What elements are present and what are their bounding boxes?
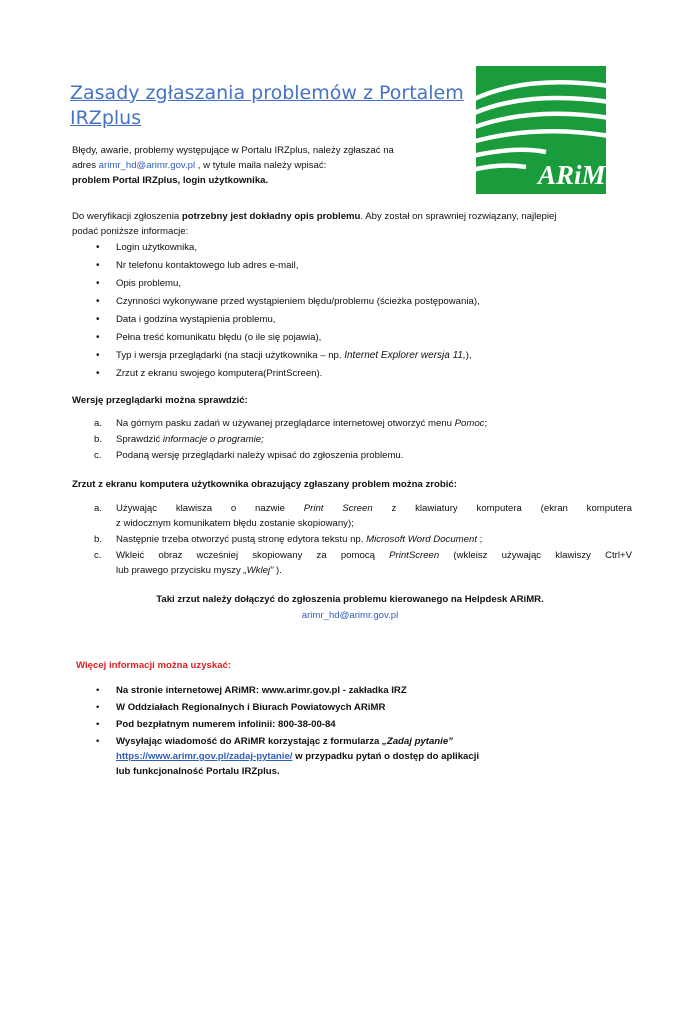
list-item: • Wysyłając wiadomość do ARiMR korzystając z formularza „Zadaj pytanie” https://www.arimr.gov.pl/zadaj-pytanie/ w przypadku pytań o dostęp do aplikacji lub funkcjonalność Portalu IRZplus.	[72, 734, 632, 779]
verification-line-2: podać poniższe informacje:	[72, 226, 189, 237]
title-line-1: Zasady zgłaszania problemów z Portalem	[70, 81, 464, 104]
info-item-text: Pełna treść komunikatu błędu (o ile się pojawia),	[116, 332, 322, 343]
step-text: Sprawdzić	[116, 434, 163, 445]
required-info-list	[72, 240, 632, 384]
list-item: b. Następnie trzeba otworzyć pustą stronę edytora tekstu np. Microsoft Word Document ;	[94, 534, 483, 545]
more-info-italic: „Zadaj pytanie”	[382, 736, 453, 747]
list-item: • Czynności wykonywane przed wystąpieniem błędu/problemu (ścieżka postępowania),	[96, 296, 480, 307]
info-item-text: Login użytkownika,	[116, 242, 198, 253]
more-info-heading: Więcej informacji można uzyskać:	[76, 660, 232, 671]
list-item: a. Używając klawisza o nazwie Print Screen z klawiatury komputera (ekran komputera z widocznym komunikatem błędu zostanie skopiowany);	[94, 503, 632, 529]
list-item: • Opis problemu,	[96, 278, 182, 289]
list-item: a. Na górnym pasku zadań w używanej przeglądarce internetowej otworzyć menu Pomoc;	[94, 418, 488, 429]
screenshot-heading: Zrzut z ekranu komputera użytkownika obrazujący zgłaszany problem można zrobić:	[72, 479, 457, 490]
helpdesk-email-link-2[interactable]: arimr_hd@arimr.gov.pl	[301, 610, 399, 621]
info-item-text: Typ i wersja przeglądarki (na stacji użytkownika – np.	[116, 350, 345, 361]
step-text: Wkleić obraz wcześniej skopiowany za pomocą	[116, 550, 390, 561]
list-item: • Na stronie internetowej ARiMR: www.arimr.gov.pl - zakładka IRZ	[96, 685, 407, 696]
list-item: • Zrzut z ekranu swojego komputera(PrintScreen).	[96, 368, 323, 379]
list-item: c. Wkleić obraz wcześniej skopiowany za pomocą PrintScreen (wkleisz używając klawiszy Ctrl+V lub prawego przycisku myszy „Wklej” ).	[94, 550, 632, 576]
title-line-2: IRZplus	[70, 106, 142, 129]
arimr-logo	[476, 66, 624, 194]
info-item-text: Nr telefonu kontaktowego lub adres e-mail,	[116, 260, 299, 271]
step-italic: Microsoft Word Document	[366, 534, 477, 545]
intro-line-2-end: , w tytule maila należy wpisać:	[195, 160, 327, 171]
step-tail: ).	[273, 565, 282, 576]
page-title	[70, 81, 470, 131]
more-info-item: Pod bezpłatnym numerem infolinii: 800-38-00-84	[116, 719, 336, 730]
info-item-text: Data i godzina wystąpienia problemu,	[116, 314, 276, 325]
more-info-item-line-3: lub funkcjonalność Portalu IRZplus.	[116, 766, 280, 777]
more-info-list	[72, 683, 632, 781]
zadaj-pytanie-link[interactable]: https://www.arimr.gov.pl/zadaj-pytanie/	[116, 751, 293, 762]
intro-paragraph	[72, 143, 472, 188]
list-item: c. Podaną wersję przeglądarki należy wpisać do zgłoszenia problemu.	[94, 450, 404, 461]
list-item: • Typ i wersja przeglądarki (na stacji użytkownika – np. Internet Explorer wersja 11,),	[96, 350, 472, 361]
helpdesk-email-link[interactable]: arimr_hd@arimr.gov.pl	[98, 160, 196, 171]
logo-text: ARiMR	[538, 160, 624, 190]
step-text: Podaną wersję przeglądarki należy wpisać do zgłoszenia problemu.	[116, 450, 404, 461]
step-italic: PrintScreen	[389, 550, 440, 561]
intro-line-1: Błędy, awarie, problemy występujące w Portalu IRZplus, należy zgłaszać na	[72, 145, 394, 156]
step-italic: Pomoc	[454, 418, 485, 429]
list-item: • Login użytkownika,	[96, 242, 198, 253]
more-info-item: Wysyłając wiadomość do ARiMR korzystając z formularza	[116, 736, 383, 747]
info-item-text: Czynności wykonywane przed wystąpieniem błędu/problemu (ścieżka postępowania),	[116, 296, 480, 307]
list-item: b. Sprawdzić informacje o programie;	[94, 434, 264, 445]
verification-text-a: Do weryfikacji zgłoszenia	[72, 211, 182, 222]
intro-line-3: problem Portal IRZplus, login użytkownika.	[72, 175, 269, 186]
list-item: • Nr telefonu kontaktowego lub adres e-mail,	[96, 260, 299, 271]
verification-text-c: . Aby został on sprawniej rozwiązany, najlepiej	[360, 211, 557, 222]
info-item-text: Zrzut z ekranu swojego komputera(PrintScreen).	[116, 368, 323, 379]
screenshot-steps-list	[72, 501, 632, 578]
more-info-item: W Oddziałach Regionalnych i Biurach Powiatowych ARiMR	[116, 702, 386, 713]
list-item: • Pod bezpłatnym numerem infolinii: 800-38-00-84	[96, 719, 336, 730]
step-text: Używając klawisza o nazwie	[116, 503, 304, 514]
step-text: Na górnym pasku zadań w używanej przeglądarce internetowej otworzyć menu	[116, 418, 455, 429]
list-item: • Data i godzina wystąpienia problemu,	[96, 314, 276, 325]
more-info-item-cont: w przypadku pytań o dostęp do aplikacji	[292, 751, 480, 762]
step-text-cont: z klawiatury komputera (ekran komputera	[372, 503, 632, 514]
step-italic: informacje o programie;	[162, 434, 264, 445]
browser-check-heading: Wersję przeglądarki można sprawdzić:	[72, 395, 248, 406]
info-item-text: Opis problemu,	[116, 278, 182, 289]
list-item: • W Oddziałach Regionalnych i Biurach Powiatowych ARiMR	[96, 702, 386, 713]
intro-line-2-start: adres	[72, 160, 99, 171]
verification-paragraph	[72, 209, 632, 239]
step-italic: Print Screen	[303, 503, 373, 514]
step-line-2: lub prawego przycisku myszy	[116, 565, 244, 576]
browser-check-list	[72, 416, 632, 464]
browser-example: Internet Explorer wersja 11,	[344, 350, 466, 361]
attach-note: Taki zrzut należy dołączyć do zgłoszenia problemu kierowanego na Helpdesk ARiMR.	[156, 594, 544, 605]
list-item: • Pełna treść komunikatu błędu (o ile się pojawia),	[96, 332, 322, 343]
step-text: Następnie trzeba otworzyć pustą stronę edytora tekstu np.	[116, 534, 367, 545]
browser-example-tail: ),	[465, 350, 472, 361]
verification-text-bold: potrzebny jest dokładny opis problemu	[181, 211, 361, 222]
step-line-2: z widocznym komunikatem błędu zostanie skopiowany);	[116, 518, 354, 529]
step-italic: „Wklej”	[243, 565, 274, 576]
step-tail: ;	[484, 418, 488, 429]
more-info-item: Na stronie internetowej ARiMR: www.arimr.gov.pl - zakładka IRZ	[116, 685, 407, 696]
step-text-cont: (wkleisz używając klawiszy Ctrl+V	[439, 550, 632, 561]
step-tail: ;	[477, 534, 483, 545]
